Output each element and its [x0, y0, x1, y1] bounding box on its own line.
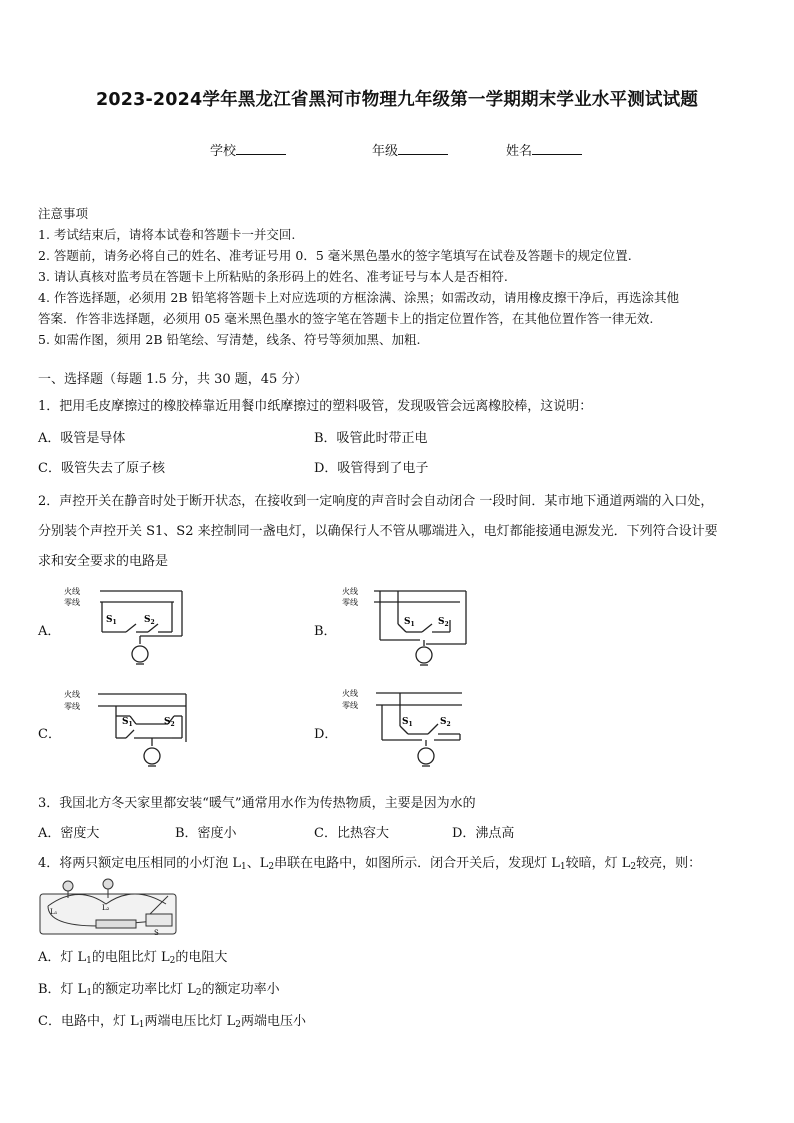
note-item: 5. 如需作图，须用 2B 铅笔绘、写清楚，线条、符号等须加黑、加粗. — [38, 332, 421, 347]
live-wire-label: 火线 — [342, 689, 358, 698]
q2-option-b[interactable]: B． — [314, 624, 337, 639]
neutral-wire-label: 零线 — [342, 701, 358, 710]
q1-option-a[interactable]: A．吸管是导体 — [38, 431, 126, 446]
q3-option-c[interactable]: C．比热容大 — [314, 826, 389, 841]
neutral-wire-label: 零线 — [64, 598, 80, 607]
neutral-wire-label: 零线 — [64, 702, 80, 711]
q3-option-a[interactable]: A．密度大 — [38, 826, 100, 841]
neutral-wire-label: 零线 — [342, 598, 358, 607]
s1-label: $S_1$ — [402, 717, 413, 728]
q1-option-b[interactable]: B．吸管此时带正电 — [314, 431, 428, 446]
live-wire-label: 火线 — [64, 587, 80, 596]
school-label: 学校 — [210, 144, 237, 159]
q2-stem-line1: 2．声控开关在静音时处于断开状态，在接收到一定响度的声音时会自动闭合 一段时间．某市地下通道两端的入口处， — [38, 494, 714, 509]
grade-blank[interactable] — [398, 143, 448, 155]
note-item: 答案．作答非选择题，必须用 05 毫米黑色墨水的签字笔在答题卡上的指定位置作答，在其他位置作答一律无效. — [38, 311, 654, 326]
s2-label: $S_2$ — [440, 717, 451, 728]
section-heading: 一、选择题（每题 1.5 分，共 30 题，45 分） — [38, 372, 308, 387]
q4-stem: 4．将两只额定电压相同的小灯泡 $L_1$、$L_2$串联在电路中，如图所示．闭合开关后，发现灯 $L_1$较暗，灯 $L_2$较亮，则： — [38, 856, 702, 872]
q1-stem: 1．把用毛皮摩擦过的橡胶棒靠近用餐巾纸摩擦过的塑料吸管，发现吸管会远离橡胶棒，这说明： — [38, 399, 593, 414]
school-field[interactable] — [210, 140, 286, 159]
q4-circuit-figure — [38, 876, 178, 938]
circuit-diagram-d — [342, 686, 472, 776]
s1-label: $S_1$ — [106, 615, 117, 626]
note-item: 3. 请认真核对监考员在答题卡上所粘贴的条形码上的姓名、准考证号与本人是否相符. — [38, 269, 508, 284]
s2-label: $S_2$ — [438, 617, 449, 628]
s1-label: $S_1$ — [122, 717, 133, 728]
q2-stem-line3: 求和安全要求的电路是 — [38, 554, 169, 569]
s2-label: $S_2$ — [164, 717, 175, 728]
circuit-diagram-c — [64, 686, 194, 776]
grade-label: 年级 — [372, 144, 399, 159]
note-item: 4. 作答选择题，必须用 2B 铅笔将答题卡上对应选项的方框涂满、涂黑；如需改动，请用橡皮擦干净后，再选涂其他 — [38, 290, 679, 305]
fig-l2-label: L₂ — [102, 904, 110, 912]
fig-l1-label: L₁ — [50, 908, 58, 916]
name-blank[interactable] — [532, 143, 582, 155]
note-item: 1. 考试结束后，请将本试卷和答题卡一并交回. — [38, 227, 296, 242]
q1-option-c[interactable]: C．吸管失去了原子核 — [38, 461, 165, 476]
circuit-diagram-a — [64, 584, 194, 674]
q3-stem: 3．我国北方冬天家里都安装“暖气”通常用水作为传热物质，主要是因为水的 — [38, 796, 476, 811]
school-blank[interactable] — [236, 143, 286, 155]
page-title: 2023-2024学年黑龙江省黑河市物理九年级第一学期期末学业水平测试试题 — [95, 90, 699, 110]
s2-label: $S_2$ — [144, 615, 155, 626]
q3-option-b[interactable]: B．密度小 — [175, 826, 237, 841]
live-wire-label: 火线 — [342, 587, 358, 596]
q4-option-c[interactable]: C．电路中，灯 $L_1$两端电压比灯 $L_2$两端电压小 — [38, 1014, 306, 1030]
live-wire-label: 火线 — [64, 690, 80, 699]
q2-option-d[interactable]: D． — [314, 727, 338, 742]
fig-s-label: S — [154, 929, 159, 937]
q1-option-d[interactable]: D．吸管得到了电子 — [314, 461, 429, 476]
grade-field[interactable] — [372, 140, 448, 159]
q4-option-a[interactable]: A．灯 $L_1$的电阻比灯 $L_2$的电阻大 — [38, 950, 228, 966]
notes-section — [38, 203, 758, 350]
q2-option-c[interactable]: C． — [38, 727, 61, 742]
notes-heading: 注意事项 — [38, 206, 89, 221]
q3-option-d[interactable]: D．沸点高 — [452, 826, 515, 841]
circuit-diagram-b — [342, 584, 472, 674]
note-item: 2. 答题前，请务必将自己的姓名、准考证号用 0．5 毫米黑色墨水的签字笔填写在试卷及答题卡的规定位置. — [38, 248, 632, 263]
q2-option-a[interactable]: A． — [38, 624, 61, 639]
name-field[interactable] — [506, 140, 582, 159]
name-label: 姓名 — [506, 144, 533, 159]
s1-label: $S_1$ — [404, 617, 415, 628]
q4-option-b[interactable]: B．灯 $L_1$的额定功率比灯 $L_2$的额定功率小 — [38, 982, 280, 998]
q2-stem-line2: 分别装个声控开关 S1、S2 来控制同一盏电灯，以确保行人不管从哪端进入，电灯都能接通电源发光．下列符合设计要 — [38, 524, 718, 539]
